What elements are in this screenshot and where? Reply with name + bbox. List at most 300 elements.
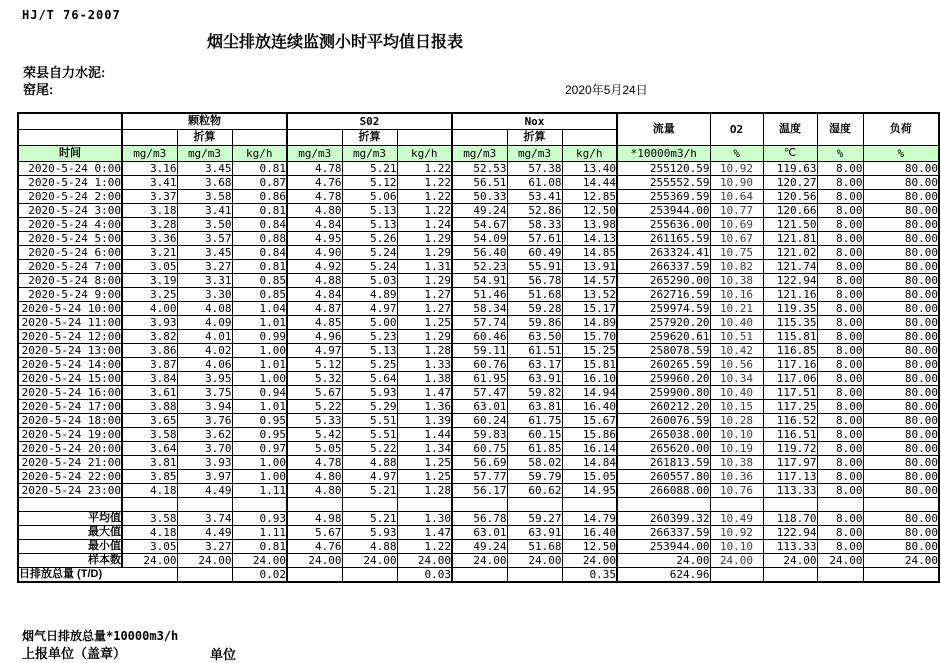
time-cell: 2020-5-24 22:00: [18, 469, 122, 483]
pm-conv-mgm3-cell: 3.27: [177, 259, 232, 273]
load-cell: 80.00: [863, 525, 939, 539]
col-header-o2: O2: [710, 113, 763, 145]
nox-kgh-cell: 15.70: [562, 329, 617, 343]
flow-cell: 255552.59: [617, 175, 710, 189]
so2-mgm3-cell: 4.76: [287, 539, 342, 553]
flow-cell: 265620.00: [617, 441, 710, 455]
nox-kgh-cell: 14.44: [562, 175, 617, 189]
time-cell: 2020-5-24 15:00: [18, 371, 122, 385]
so2-mgm3-cell: 4.97: [287, 343, 342, 357]
flow-cell: 255369.59: [617, 189, 710, 203]
o2-cell: 10.69: [710, 217, 763, 231]
nox-conv-mgm3-cell: 63.50: [507, 329, 562, 343]
unit-label: 单位: [210, 647, 237, 662]
flow-cell: 266337.59: [617, 259, 710, 273]
load-cell: 80.00: [863, 455, 939, 469]
nox-conv-mgm3-cell: 59.79: [507, 469, 562, 483]
pm-conv-mgm3-cell: 3.97: [177, 469, 232, 483]
so2-kgh-cell: 1.27: [397, 287, 452, 301]
empty-cell: [18, 497, 122, 511]
o2-cell: 10.42: [710, 343, 763, 357]
so2-mgm3-cell: 4.78: [287, 455, 342, 469]
time-cell: 2020-5-24 1:00: [18, 175, 122, 189]
o2-cell: 10.92: [710, 161, 763, 175]
pm-kgh-cell: 1.04: [232, 301, 287, 315]
nox-conv-mgm3-cell: 58.02: [507, 455, 562, 469]
so2-kgh-cell: 1.22: [397, 539, 452, 553]
temperature-cell: 121.81: [763, 231, 817, 245]
time-cell: 2020-5-24 8:00: [18, 273, 122, 287]
empty-cell: [287, 497, 342, 511]
temperature-cell: 117.25: [763, 399, 817, 413]
humidity-cell: 8.00: [817, 287, 863, 301]
header-row-units: [18, 145, 939, 161]
temperature-cell: 119.35: [763, 301, 817, 315]
humidity-cell: 8.00: [817, 511, 863, 525]
pm-mgm3-cell: 3.05: [122, 539, 177, 553]
so2-conv-mgm3-cell: 5.13: [342, 217, 397, 231]
temperature-cell: 121.16: [763, 287, 817, 301]
o2-cell: 10.34: [710, 371, 763, 385]
humidity-cell: 8.00: [817, 385, 863, 399]
so2-conv-mgm3-cell: 4.88: [342, 455, 397, 469]
so2-kgh-cell: 1.33: [397, 357, 452, 371]
nox-mgm3-cell: 63.01: [452, 525, 507, 539]
unit-pm-mgm3: mg/m3: [122, 145, 177, 161]
so2-kgh-cell: 1.36: [397, 399, 452, 413]
daily-total-label: 日排放总量 (T/D): [18, 567, 177, 582]
so2-conv-mgm3-cell: 4.88: [342, 539, 397, 553]
pm-conv-mgm3-cell: 3.70: [177, 441, 232, 455]
so2-mgm3-cell: 4.87: [287, 301, 342, 315]
empty-cell: [342, 497, 397, 511]
col-header-flow: 流量: [617, 113, 710, 145]
nox-kgh-cell: 14.89: [562, 315, 617, 329]
flow-cell: 255636.00: [617, 217, 710, 231]
spacer-cell: [562, 129, 617, 145]
o2-cell: 10.90: [710, 175, 763, 189]
empty-cell: [122, 497, 177, 511]
nox-mgm3-cell: 56.51: [452, 175, 507, 189]
o2-cell: 10.82: [710, 259, 763, 273]
subheader-particulate-converted: 折算: [177, 129, 232, 145]
empty-cell: [562, 497, 617, 511]
nox-mgm3-cell: 49.24: [452, 539, 507, 553]
pm-conv-mgm3-cell: 3.31: [177, 273, 232, 287]
data-row: [18, 413, 939, 427]
nox-mgm3-cell: 49.24: [452, 203, 507, 217]
pm-kgh-cell: 0.81: [232, 203, 287, 217]
nox-kgh-cell: 15.81: [562, 357, 617, 371]
spacer-cell: [122, 129, 177, 145]
unit-o2: %: [710, 145, 763, 161]
pm-conv-mgm3-cell: 4.49: [177, 483, 232, 497]
header-row-groups: [18, 113, 939, 129]
nox-mgm3-cell: 60.46: [452, 329, 507, 343]
load-cell: 80.00: [863, 203, 939, 217]
o2-cell: 10.28: [710, 413, 763, 427]
humidity-cell: 8.00: [817, 441, 863, 455]
temperature-cell: 117.51: [763, 385, 817, 399]
pm-mgm3-cell: 3.21: [122, 245, 177, 259]
data-row: [18, 343, 939, 357]
report-unit-label: 上报单位（盖章）: [22, 646, 127, 661]
temperature-cell: 113.33: [763, 539, 817, 553]
humidity-cell: 8.00: [817, 217, 863, 231]
nox-conv-mgm3-cell: 60.62: [507, 483, 562, 497]
so2-kgh-cell: 1.29: [397, 231, 452, 245]
empty-cell: [710, 497, 763, 511]
nox-kgh-cell: 13.40: [562, 161, 617, 175]
so2-mgm3-cell: 5.42: [287, 427, 342, 441]
pm-conv-mgm3-cell: 3.93: [177, 455, 232, 469]
nox-kgh-cell: 16.14: [562, 441, 617, 455]
nox-conv-mgm3-cell: 60.49: [507, 245, 562, 259]
load-cell: 80.00: [863, 217, 939, 231]
flow-cell: 253944.00: [617, 203, 710, 217]
pm-kgh-cell: 0.81: [232, 539, 287, 553]
flow-cell: 265038.00: [617, 427, 710, 441]
flow-cell: 259974.59: [617, 301, 710, 315]
temperature-cell: 120.27: [763, 175, 817, 189]
pm-kgh-cell: 0.97: [232, 441, 287, 455]
unit-flow: *10000m3/h: [617, 145, 710, 161]
load-cell: 24.00: [863, 553, 939, 567]
col-group-nox: Nox: [452, 113, 617, 129]
so2-mgm3-cell: 5.05: [287, 441, 342, 455]
empty-cell: [817, 497, 863, 511]
unit-nox-kgh: kg/h: [562, 145, 617, 161]
empty-cell: [863, 497, 939, 511]
nox-conv-mgm3-cell: 63.91: [507, 525, 562, 539]
so2-mgm3-cell: 5.67: [287, 525, 342, 539]
data-row: [18, 301, 939, 315]
nox-kgh-cell: 16.10: [562, 371, 617, 385]
temperature-cell: 122.94: [763, 273, 817, 287]
pm-conv-mgm3-cell: 3.41: [177, 203, 232, 217]
time-cell: 2020-5-24 17:00: [18, 399, 122, 413]
pm-kgh-cell: 0.84: [232, 245, 287, 259]
nox-kgh-cell: 14.79: [562, 511, 617, 525]
so2-kgh-cell: 1.25: [397, 315, 452, 329]
humidity-cell: 8.00: [817, 427, 863, 441]
so2-mgm3-cell: 5.22: [287, 399, 342, 413]
time-cell: 2020-5-24 7:00: [18, 259, 122, 273]
nox-kgh-cell: 13.52: [562, 287, 617, 301]
load-cell: 80.00: [863, 161, 939, 175]
so2-kgh-cell: 1.47: [397, 385, 452, 399]
temperature-cell: 24.00: [763, 553, 817, 567]
o2-cell: 10.21: [710, 301, 763, 315]
summary-row: [18, 539, 939, 553]
time-cell: 2020-5-24 5:00: [18, 231, 122, 245]
load-cell: 80.00: [863, 343, 939, 357]
load-cell: 80.00: [863, 483, 939, 497]
pm-kgh-cell: 0.95: [232, 413, 287, 427]
empty-cell: [452, 497, 507, 511]
time-cell: 2020-5-24 9:00: [18, 287, 122, 301]
nox-mgm3-cell: 52.23: [452, 259, 507, 273]
so2-mgm3-cell: 5.12: [287, 357, 342, 371]
nox-conv-mgm3-cell: 52.86: [507, 203, 562, 217]
pm-conv-mgm3-cell: 3.27: [177, 539, 232, 553]
pm-mgm3-cell: 3.81: [122, 455, 177, 469]
time-column-header: 时间: [18, 145, 122, 161]
so2-kgh-cell: 1.29: [397, 245, 452, 259]
nox-mgm3-cell: 56.17: [452, 483, 507, 497]
so2-kgh-cell: 1.22: [397, 175, 452, 189]
humidity-cell: 8.00: [817, 273, 863, 287]
humidity-cell: 8.00: [817, 469, 863, 483]
data-row: [18, 427, 939, 441]
flow-cell: 24.00: [617, 553, 710, 567]
o2-cell: 10.40: [710, 385, 763, 399]
table-body: [18, 161, 939, 582]
pm-mgm3-cell: 3.16: [122, 161, 177, 175]
pm-mgm3-cell: 3.41: [122, 175, 177, 189]
pm-kgh-cell: 1.01: [232, 315, 287, 329]
flow-cell: 260076.59: [617, 413, 710, 427]
nox-conv-mgm3-cell: 58.33: [507, 217, 562, 231]
empty-cell: [763, 497, 817, 511]
pm-mgm3-cell: 3.85: [122, 469, 177, 483]
so2-conv-mgm3-cell: 5.23: [342, 329, 397, 343]
o2-cell: 10.15: [710, 399, 763, 413]
company-name: 荣县自力水泥:: [23, 65, 106, 80]
pm-kgh-cell: 24.00: [232, 553, 287, 567]
so2-mgm3-cell: 4.78: [287, 161, 342, 175]
load-cell: 80.00: [863, 539, 939, 553]
so2-conv-mgm3-cell: 4.89: [342, 287, 397, 301]
so2-kgh-cell: 1.29: [397, 273, 452, 287]
so2-mgm3-cell: 4.84: [287, 287, 342, 301]
pm-conv-mgm3-cell: [177, 567, 232, 582]
standard-code: HJ/T 76-2007: [22, 8, 121, 22]
humidity-cell: 8.00: [817, 539, 863, 553]
so2-kgh-cell: 1.39: [397, 413, 452, 427]
temperature-cell: 121.74: [763, 259, 817, 273]
so2-mgm3-cell: [287, 567, 342, 582]
pm-conv-mgm3-cell: 3.62: [177, 427, 232, 441]
flow-cell: 259900.80: [617, 385, 710, 399]
o2-cell: 10.19: [710, 441, 763, 455]
time-cell: 2020-5-24 12:00: [18, 329, 122, 343]
unit-pm-conv-mgm3: mg/m3: [177, 145, 232, 161]
humidity-cell: 8.00: [817, 399, 863, 413]
data-row: [18, 189, 939, 203]
so2-conv-mgm3-cell: 5.12: [342, 175, 397, 189]
unit-nox-conv-mgm3: mg/m3: [507, 145, 562, 161]
load-cell: [863, 567, 939, 582]
so2-conv-mgm3-cell: 5.13: [342, 203, 397, 217]
so2-kgh-cell: 1.47: [397, 525, 452, 539]
data-row: [18, 469, 939, 483]
pm-conv-mgm3-cell: 3.58: [177, 189, 232, 203]
o2-cell: 10.75: [710, 245, 763, 259]
humidity-cell: 8.00: [817, 371, 863, 385]
so2-kgh-cell: 1.22: [397, 189, 452, 203]
nox-kgh-cell: 14.84: [562, 455, 617, 469]
temperature-cell: 122.94: [763, 525, 817, 539]
data-row: [18, 231, 939, 245]
time-cell: 2020-5-24 3:00: [18, 203, 122, 217]
unit-load: %: [863, 145, 939, 161]
nox-conv-mgm3-cell: 59.28: [507, 301, 562, 315]
flow-cell: 262716.59: [617, 287, 710, 301]
so2-conv-mgm3-cell: 24.00: [342, 553, 397, 567]
pm-kgh-cell: 0.85: [232, 287, 287, 301]
flow-cell: 266088.00: [617, 483, 710, 497]
load-cell: 80.00: [863, 413, 939, 427]
temperature-cell: 115.81: [763, 329, 817, 343]
data-row: [18, 483, 939, 497]
temperature-cell: 117.16: [763, 357, 817, 371]
so2-kgh-cell: 1.22: [397, 203, 452, 217]
so2-kgh-cell: 1.25: [397, 469, 452, 483]
so2-kgh-cell: 1.34: [397, 441, 452, 455]
humidity-cell: 8.00: [817, 301, 863, 315]
so2-conv-mgm3-cell: 5.21: [342, 511, 397, 525]
pm-mgm3-cell: 3.87: [122, 357, 177, 371]
nox-conv-mgm3-cell: 51.68: [507, 287, 562, 301]
nox-mgm3-cell: 54.91: [452, 273, 507, 287]
so2-kgh-cell: 1.30: [397, 511, 452, 525]
temperature-cell: 116.85: [763, 343, 817, 357]
col-header-load: 负荷: [863, 113, 939, 145]
nox-mgm3-cell: 54.09: [452, 231, 507, 245]
summary-label: 样本数: [18, 553, 122, 567]
subheader-so2-converted: 折算: [342, 129, 397, 145]
pm-kgh-cell: 0.81: [232, 259, 287, 273]
pm-kgh-cell: 1.00: [232, 469, 287, 483]
o2-cell: 10.92: [710, 525, 763, 539]
humidity-cell: 8.00: [817, 245, 863, 259]
subheader-nox-converted: 折算: [507, 129, 562, 145]
pm-conv-mgm3-cell: 3.30: [177, 287, 232, 301]
so2-kgh-cell: 1.25: [397, 455, 452, 469]
pm-conv-mgm3-cell: 4.49: [177, 525, 232, 539]
o2-cell: 10.10: [710, 427, 763, 441]
nox-mgm3-cell: [452, 567, 507, 582]
nox-kgh-cell: 15.25: [562, 343, 617, 357]
pm-conv-mgm3-cell: 3.94: [177, 399, 232, 413]
humidity-cell: 8.00: [817, 161, 863, 175]
temperature-cell: 120.56: [763, 189, 817, 203]
pm-kgh-cell: 0.95: [232, 427, 287, 441]
so2-mgm3-cell: 5.33: [287, 413, 342, 427]
so2-kgh-cell: 1.29: [397, 329, 452, 343]
o2-cell: 24.00: [710, 553, 763, 567]
humidity-cell: 8.00: [817, 259, 863, 273]
page-title: 烟尘排放连续监测小时平均值日报表: [207, 34, 464, 51]
nox-mgm3-cell: 59.83: [452, 427, 507, 441]
temperature-cell: 121.50: [763, 217, 817, 231]
pm-mgm3-cell: 4.18: [122, 483, 177, 497]
o2-cell: 10.51: [710, 329, 763, 343]
unit-so2-mgm3: mg/m3: [287, 145, 342, 161]
pm-conv-mgm3-cell: 3.50: [177, 217, 232, 231]
nox-mgm3-cell: 24.00: [452, 553, 507, 567]
nox-kgh-cell: 14.95: [562, 483, 617, 497]
unit-so2-conv-mgm3: mg/m3: [342, 145, 397, 161]
so2-conv-mgm3-cell: 5.13: [342, 343, 397, 357]
time-cell: 2020-5-24 2:00: [18, 189, 122, 203]
humidity-cell: 8.00: [817, 483, 863, 497]
empty-cell: [617, 497, 710, 511]
time-header-spacer: [18, 113, 122, 129]
so2-mgm3-cell: 4.96: [287, 329, 342, 343]
pm-mgm3-cell: 3.25: [122, 287, 177, 301]
pm-mgm3-cell: 3.86: [122, 343, 177, 357]
so2-conv-mgm3-cell: 5.24: [342, 259, 397, 273]
pm-conv-mgm3-cell: 3.95: [177, 371, 232, 385]
pm-conv-mgm3-cell: 3.76: [177, 413, 232, 427]
summary-row: [18, 525, 939, 539]
load-cell: 80.00: [863, 315, 939, 329]
nox-kgh-cell: 16.40: [562, 525, 617, 539]
pm-mgm3-cell: 3.19: [122, 273, 177, 287]
so2-mgm3-cell: 4.84: [287, 217, 342, 231]
pm-conv-mgm3-cell: 3.45: [177, 245, 232, 259]
flow-total-note: 烟气日排放总量*10000m3/h: [22, 629, 179, 643]
pm-kgh-cell: 1.00: [232, 455, 287, 469]
pm-conv-mgm3-cell: 24.00: [177, 553, 232, 567]
humidity-cell: 8.00: [817, 525, 863, 539]
so2-conv-mgm3-cell: 5.51: [342, 413, 397, 427]
load-cell: 80.00: [863, 259, 939, 273]
unit-pm-kgh: kg/h: [232, 145, 287, 161]
so2-conv-mgm3-cell: 5.26: [342, 231, 397, 245]
pm-kgh-cell: 0.99: [232, 329, 287, 343]
o2-cell: 10.16: [710, 287, 763, 301]
nox-mgm3-cell: 58.34: [452, 301, 507, 315]
nox-kgh-cell: 12.85: [562, 189, 617, 203]
monitor-location: 窑尾:: [23, 82, 54, 97]
so2-kgh-cell: 1.44: [397, 427, 452, 441]
temperature-cell: 116.52: [763, 413, 817, 427]
nox-mgm3-cell: 54.67: [452, 217, 507, 231]
humidity-cell: 8.00: [817, 189, 863, 203]
pm-kgh-cell: 1.01: [232, 399, 287, 413]
temperature-cell: 121.02: [763, 245, 817, 259]
load-cell: 80.00: [863, 469, 939, 483]
data-row: [18, 399, 939, 413]
time-header-spacer: [18, 129, 122, 145]
pm-conv-mgm3-cell: 4.06: [177, 357, 232, 371]
nox-conv-mgm3-cell: 61.85: [507, 441, 562, 455]
nox-conv-mgm3-cell: 51.68: [507, 539, 562, 553]
spacer-cell: [452, 129, 507, 145]
humidity-cell: 8.00: [817, 413, 863, 427]
nox-conv-mgm3-cell: 59.27: [507, 511, 562, 525]
pm-kgh-cell: 1.11: [232, 525, 287, 539]
pm-mgm3-cell: 3.65: [122, 413, 177, 427]
nox-mgm3-cell: 63.01: [452, 399, 507, 413]
flow-cell: 266337.59: [617, 525, 710, 539]
so2-conv-mgm3-cell: 5.29: [342, 399, 397, 413]
nox-mgm3-cell: 51.46: [452, 287, 507, 301]
spacer-cell: [287, 129, 342, 145]
so2-mgm3-cell: 4.80: [287, 483, 342, 497]
temperature-cell: 119.72: [763, 441, 817, 455]
pm-mgm3-cell: 3.82: [122, 329, 177, 343]
pm-mgm3-cell: 3.37: [122, 189, 177, 203]
nox-kgh-cell: 13.91: [562, 259, 617, 273]
pm-kgh-cell: 0.81: [232, 161, 287, 175]
load-cell: 80.00: [863, 441, 939, 455]
humidity-cell: 8.00: [817, 329, 863, 343]
empty-cell: [507, 497, 562, 511]
